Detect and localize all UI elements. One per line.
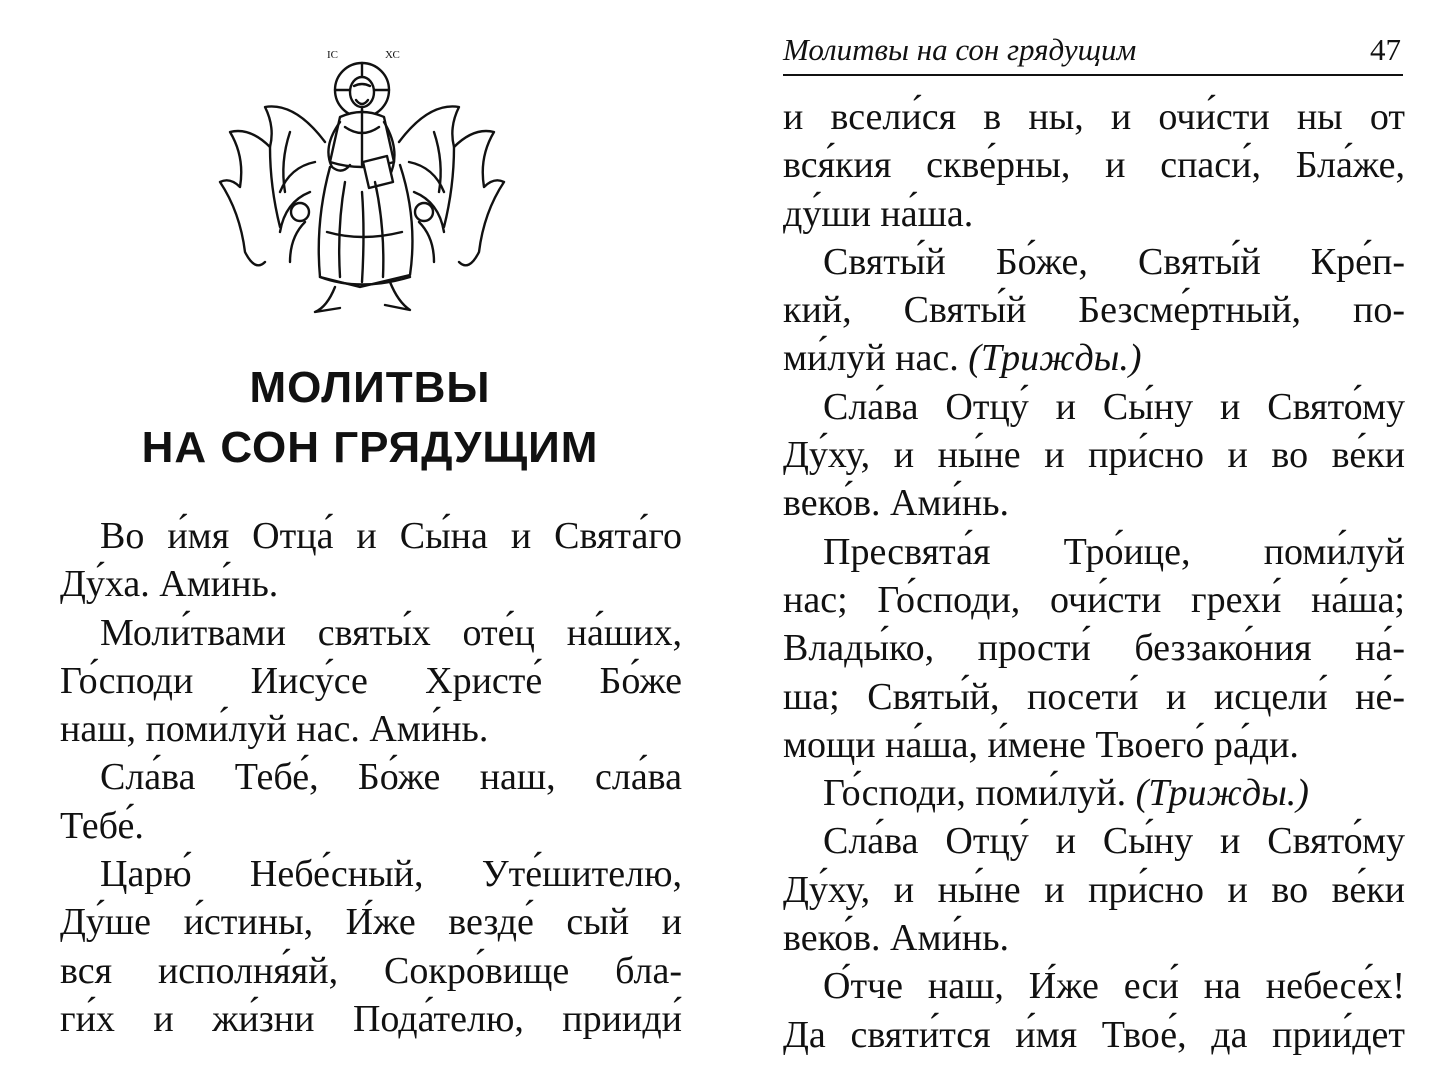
text-line	[783, 673, 1405, 721]
left-page	[0, 0, 724, 1080]
title-line-1: МОЛИТВЫ	[249, 363, 491, 412]
line-text: ша; Святы́й, посети́ и исцели́ не́-	[783, 675, 1405, 718]
text-line	[783, 576, 1405, 624]
text-line: Сла́ва Тебе́, Бо́же наш, сла́ва	[100, 756, 682, 799]
text-line	[783, 93, 1405, 141]
text-line: ги́х и жи́зни Пода́телю, прииди́	[60, 997, 682, 1040]
monogram-right: ХС	[385, 49, 400, 61]
text-line	[783, 817, 1405, 865]
page-number: 47	[1370, 32, 1401, 67]
line-text: веко́в. Ами́нь.	[783, 917, 1010, 960]
paragraph	[60, 512, 682, 609]
line-text: вся́кия скве́рны, и спаси́, Бла́же,	[783, 144, 1405, 187]
text-line: Ду́ха. Ами́нь.	[60, 563, 279, 606]
line-text: О́тче наш, И́же еси́ на небесе́х!	[823, 965, 1405, 1008]
paragraph	[60, 609, 682, 754]
title-line-2: НА СОН ГРЯДУЩИМ	[141, 423, 599, 472]
text-line	[783, 721, 1405, 769]
line-text: Сла́ва Отцу́ и Сы́ну и Свято́му	[823, 820, 1405, 863]
text-line	[783, 431, 1405, 479]
line-text: Ду́ху, и ны́не и при́сно и во ве́ки	[783, 868, 1405, 911]
text-line	[783, 962, 1405, 1010]
running-title: Молитвы на сон грядущим	[783, 32, 1137, 67]
text-line: наш, поми́луй нас. Ами́нь.	[60, 708, 489, 751]
line-text: Святы́й Бо́же, Святы́й Кре́п-	[823, 240, 1405, 283]
line-text: и всели́ся в ны, и очи́сти ны от	[783, 96, 1405, 138]
paragraph	[60, 850, 682, 1043]
line-text: Влады́ко, прости́ беззако́ния на́-	[783, 627, 1405, 670]
text-line: Ду́ше и́стины, И́же везде́ сый и	[60, 901, 682, 944]
text-line: Царю́ Небе́сный, Уте́шителю,	[100, 853, 682, 896]
text-line	[783, 479, 1405, 527]
line-text: нас; Го́споди, очи́сти грехи́ на́ша;	[783, 578, 1405, 621]
text-line	[783, 334, 1405, 382]
running-header	[783, 30, 1403, 76]
line-text: ми́луй нас.	[783, 337, 969, 380]
line-text: Ду́ху, и ны́не и при́сно и во ве́ки	[783, 434, 1405, 477]
line-text: Го́споди, поми́луй.	[823, 772, 1136, 815]
text-line: Го́споди Иису́се Христе́ Бо́же	[60, 659, 682, 702]
line-text: ду́ши на́ша.	[783, 192, 974, 235]
line-text: Сла́ва Отцу́ и Сы́ну и Свято́му	[823, 385, 1405, 428]
text-line	[783, 190, 1405, 238]
text-line	[783, 383, 1405, 431]
christ-enthroned-with-angels-icon	[215, 42, 510, 332]
text-line	[783, 141, 1405, 189]
text-line	[783, 528, 1405, 576]
line-text: мощи на́ша, и́мене Твоего́ ра́ди.	[783, 723, 1299, 766]
line-text: веко́в. Ами́нь.	[783, 482, 1010, 525]
line-text: Да святи́тся и́мя Твое́, да прии́дет	[783, 1013, 1405, 1056]
rubric-note: (Трижды.)	[1135, 772, 1309, 815]
right-page	[724, 0, 1449, 1080]
text-line	[783, 769, 1405, 817]
text-line	[783, 238, 1405, 286]
line-text: кий, Святы́й Безсме́ртный, по-	[783, 289, 1405, 332]
text-line	[783, 866, 1405, 914]
monogram-left: ІС	[327, 49, 338, 61]
paragraph	[60, 753, 682, 850]
left-body-text	[60, 512, 682, 1043]
right-body-text	[783, 93, 1405, 1059]
text-line: Моли́твами святы́х оте́ц на́ших,	[100, 611, 682, 654]
text-line	[783, 286, 1405, 334]
text-line: вся исполня́яй, Сокро́вище бла-	[60, 949, 682, 992]
text-line	[783, 1011, 1405, 1059]
text-line	[783, 914, 1405, 962]
text-line: Тебе́.	[60, 804, 144, 847]
text-line: Во и́мя Отца́ и Сы́на и Свята́го	[100, 515, 682, 557]
page-title	[60, 358, 680, 478]
text-line	[783, 624, 1405, 672]
rubric-note: (Трижды.)	[968, 337, 1142, 380]
line-text: Пресвята́я Тро́ице, поми́луй	[823, 530, 1405, 573]
